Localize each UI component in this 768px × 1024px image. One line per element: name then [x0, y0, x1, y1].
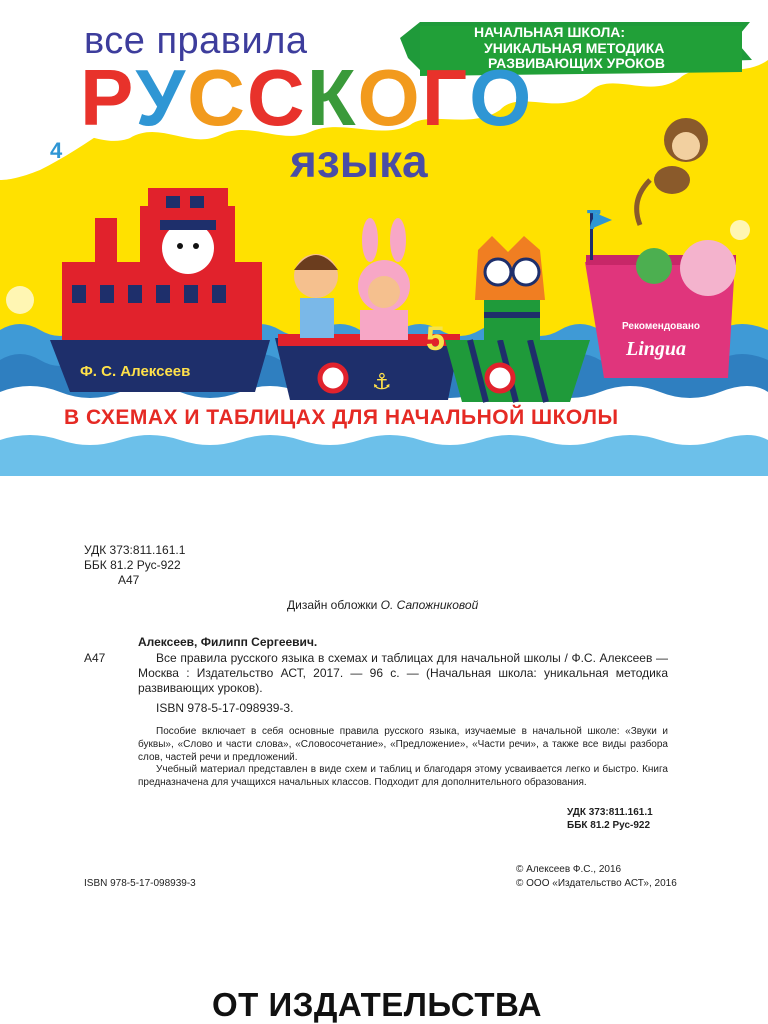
decor-digit-5: 5	[426, 320, 445, 358]
udk-line-2: УДК 373:811.161.1	[567, 807, 653, 818]
cover-title-letter: О	[469, 53, 534, 142]
bbk-line: ББК 81.2 Рус-922	[84, 558, 181, 572]
section-heading: ОТ ИЗДАТЕЛЬСТВА	[212, 986, 542, 1023]
cover-title-letter: Р	[80, 53, 136, 142]
cover-title-letter: С	[187, 53, 247, 142]
author-code: А47	[118, 573, 140, 587]
design-label: Дизайн обложки	[287, 598, 381, 612]
ribbon-line-3: РАЗВИВАЮЩИХ УРОКОВ	[488, 55, 665, 71]
annotation-2: Учебный материал представлен в виде схем и таблиц и благодаря этому усваивается легко и быстро. Книга предназначена для учащихся начальных классов. Подходит для дополнительного образования.	[138, 764, 668, 788]
recommended-label: Рекомендовано	[622, 321, 701, 332]
cover-banner: В СХЕМАХ И ТАБЛИЦАХ ДЛЯ НАЧАЛЬНОЙ ШКОЛЫ	[64, 406, 619, 429]
lingua-logo-text: Lingua	[626, 338, 687, 360]
ribbon-line-2: УНИКАЛЬНАЯ МЕТОДИКА	[484, 40, 665, 56]
udk-line: УДК 373:811.161.1	[84, 543, 186, 557]
cover-title-top: все правила	[84, 20, 308, 62]
ribbon-line-1: НАЧАЛЬНАЯ ШКОЛА:	[474, 24, 626, 40]
bib-description: Все правила русского языка в схемах и таблицах для начальной школы / Ф.С. Алексеев — Москва : Издательство АСТ, 2017. — 96 с. — (Начальная школа: уникальная методика развивающих уроков).	[138, 651, 668, 695]
side-code: А47	[84, 651, 106, 665]
cover-title-letter: У	[135, 53, 188, 142]
bbk-line-2: ББК 81.2 Рус-922	[567, 820, 651, 831]
copyright-author: © Алексеев Ф.С., 2016	[516, 864, 622, 875]
book-cover	[0, 0, 768, 476]
cover-author: Ф. С. Алексеев	[80, 363, 191, 380]
decor-digit-7: 7	[586, 204, 602, 235]
cover-title-main	[80, 53, 534, 142]
designer-name: О. Сапожниковой	[380, 598, 479, 612]
copyright-publisher: © ООО «Издательство АСТ», 2016	[516, 878, 677, 889]
cover-title-letter: К	[306, 53, 358, 142]
cover-design-credit	[287, 598, 478, 613]
author-heading: Алексеев, Филипп Сергеевич.	[138, 635, 318, 649]
cover-title-letter: О	[357, 53, 422, 142]
cover-title-sub: языка	[290, 135, 428, 187]
isbn-bottom: ISBN 978-5-17-098939-3	[84, 878, 196, 889]
decor-digit-4: 4	[50, 138, 63, 163]
cover-title-letter: С	[246, 53, 307, 142]
annotation-1: Пособие включает в себя основные правила русского языка, изучаемые в начальной школе: «Звуки и буквы», «Слово и части слова», «Словосочетание», «Предложение», «Части речи», а также все виды разбора слов, частей речи и предложений.	[138, 726, 668, 763]
isbn-line: ISBN 978-5-17-098939-3.	[156, 701, 294, 715]
svg-text:⚓: ⚓	[372, 370, 392, 395]
cover-title-letter: Г	[421, 53, 470, 142]
